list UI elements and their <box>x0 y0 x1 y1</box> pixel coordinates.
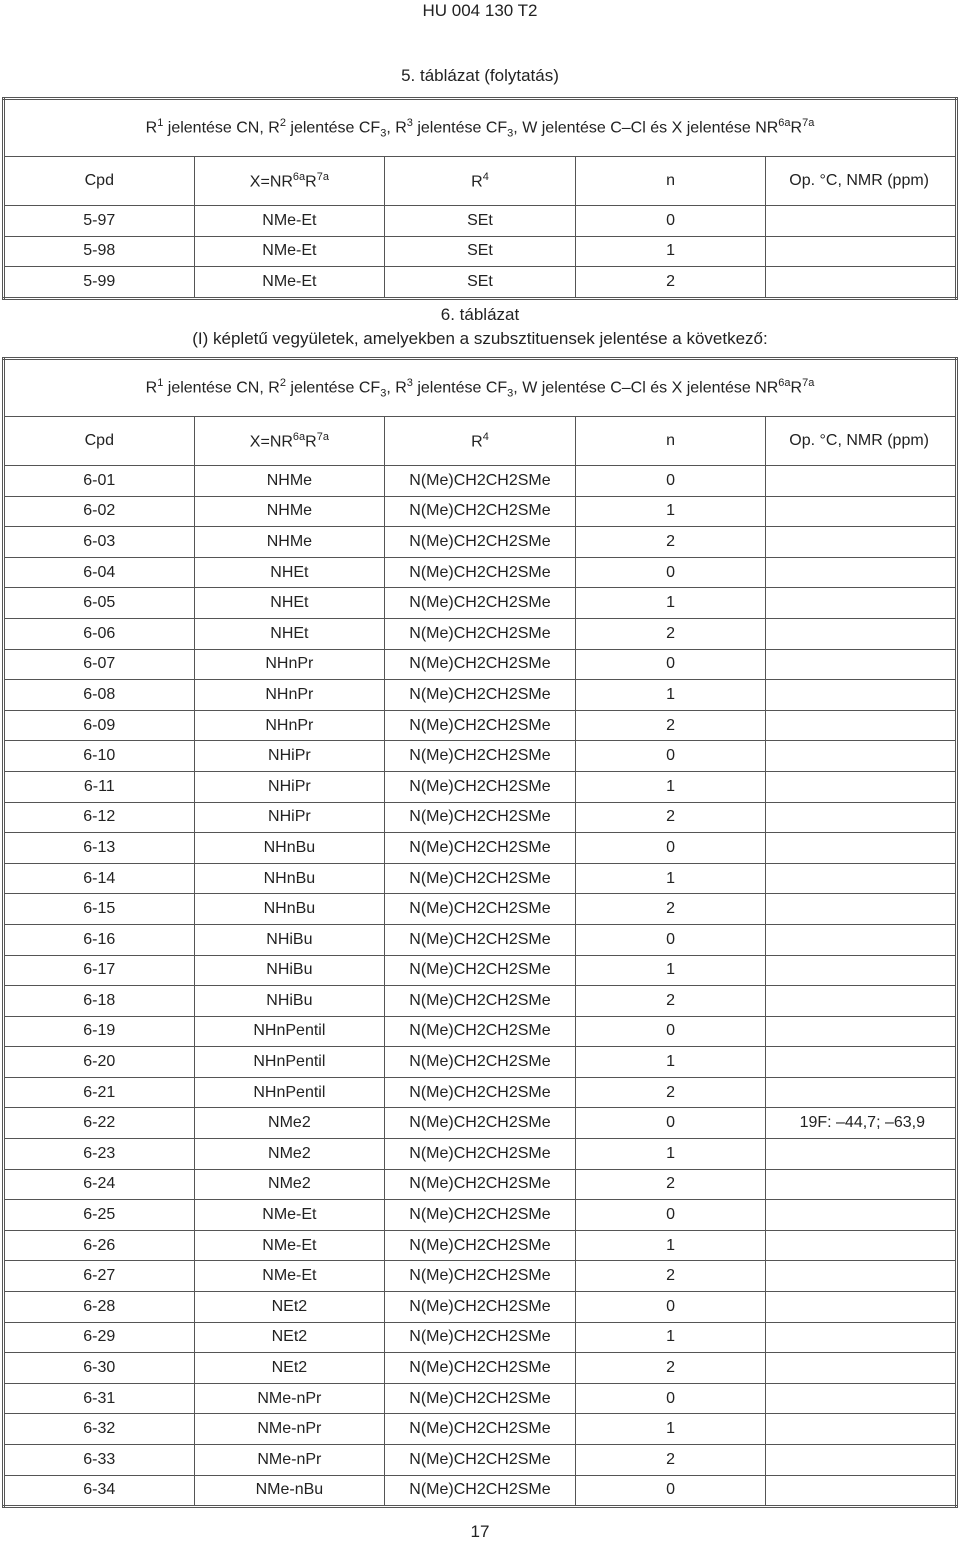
condition-part: 3 <box>507 387 514 400</box>
op-cell <box>766 802 957 833</box>
x-cell: NHiBu <box>194 986 385 1017</box>
col-header-n: n <box>575 157 766 206</box>
condition-part: 3 <box>380 387 387 400</box>
cpd-cell: 5-97 <box>4 206 195 237</box>
cpd-cell: 6-20 <box>4 1047 195 1078</box>
condition-part: 1 <box>157 376 164 389</box>
x-cell: NMe2 <box>194 1169 385 1200</box>
x-cell: NHMe <box>194 466 385 497</box>
op-cell <box>766 466 957 497</box>
op-cell <box>766 955 957 986</box>
x-cell: NEt2 <box>194 1353 385 1384</box>
cpd-cell: 6-28 <box>4 1292 195 1323</box>
table-row <box>4 986 957 1017</box>
n-cell: 0 <box>575 1292 766 1323</box>
op-cell <box>766 1169 957 1200</box>
n-cell: 0 <box>575 741 766 772</box>
col-header-op: Op. °C, NMR (ppm) <box>766 417 957 466</box>
cpd-cell: 6-03 <box>4 527 195 558</box>
r4-cell: N(Me)CH2CH2SMe <box>385 527 576 558</box>
table-row <box>4 527 957 558</box>
op-cell <box>766 1292 957 1323</box>
op-cell <box>766 924 957 955</box>
condition-part: , W jelentése C–Cl és X jelentése NR <box>513 119 779 137</box>
op-cell <box>766 1200 957 1231</box>
op-cell <box>766 1353 957 1384</box>
table-row <box>4 466 957 497</box>
table-row <box>4 741 957 772</box>
col-header-cpd: Cpd <box>4 417 195 466</box>
table5-body <box>4 206 957 299</box>
document-id: HU 004 130 T2 <box>422 1 538 20</box>
table-row <box>4 710 957 741</box>
table-row <box>4 924 957 955</box>
n-cell: 0 <box>575 1383 766 1414</box>
table-row <box>4 618 957 649</box>
n-cell: 0 <box>575 1475 766 1507</box>
cpd-cell: 5-99 <box>4 267 195 299</box>
x-cell: NMe2 <box>194 1139 385 1170</box>
n-cell: 2 <box>575 1169 766 1200</box>
op-cell <box>766 649 957 680</box>
cpd-cell: 6-22 <box>4 1108 195 1139</box>
op-cell <box>766 833 957 864</box>
r4-cell: N(Me)CH2CH2SMe <box>385 1322 576 1353</box>
op-cell <box>766 1414 957 1445</box>
op-cell: 19F: –44,7; –63,9 <box>766 1108 957 1139</box>
op-cell <box>766 894 957 925</box>
n-cell: 1 <box>575 1047 766 1078</box>
x-cell: NMe-Et <box>194 206 385 237</box>
r4-cell: N(Me)CH2CH2SMe <box>385 588 576 619</box>
table6-caption-title: 6. táblázat <box>440 305 520 324</box>
n-cell: 0 <box>575 833 766 864</box>
condition-part: 2 <box>279 376 286 389</box>
col-header-n: n <box>575 417 766 466</box>
x-cell: NMe-nPr <box>194 1414 385 1445</box>
r4-cell: N(Me)CH2CH2SMe <box>385 710 576 741</box>
r4-cell: N(Me)CH2CH2SMe <box>385 1108 576 1139</box>
condition-part: jelentése CN, R <box>163 379 280 397</box>
n-cell: 0 <box>575 206 766 237</box>
op-cell <box>766 1139 957 1170</box>
r4-cell: N(Me)CH2CH2SMe <box>385 680 576 711</box>
x-cell: NEt2 <box>194 1322 385 1353</box>
table-row <box>4 496 957 527</box>
op-cell <box>766 1077 957 1108</box>
condition-part: 7a <box>802 116 815 129</box>
op-cell <box>766 1322 957 1353</box>
col-header-r4: $R^4$ <box>385 157 576 206</box>
cpd-cell: 6-05 <box>4 588 195 619</box>
op-cell <box>766 741 957 772</box>
r4-cell: N(Me)CH2CH2SMe <box>385 741 576 772</box>
r4-cell: N(Me)CH2CH2SMe <box>385 924 576 955</box>
table-row <box>4 1047 957 1078</box>
x-cell: NMe-nPr <box>194 1445 385 1476</box>
r4-cell: N(Me)CH2CH2SMe <box>385 1139 576 1170</box>
table-row <box>4 1353 957 1384</box>
x-cell: NHnPentil <box>194 1016 385 1047</box>
r4-cell: SEt <box>385 206 576 237</box>
x-cell: NHiPr <box>194 802 385 833</box>
n-cell: 1 <box>575 1322 766 1353</box>
n-cell: 0 <box>575 649 766 680</box>
r4-cell: N(Me)CH2CH2SMe <box>385 1200 576 1231</box>
condition-part: , W jelentése C–Cl és X jelentése NR <box>513 379 779 397</box>
x-cell: NEt2 <box>194 1292 385 1323</box>
x-cell: NMe-Et <box>194 1200 385 1231</box>
table-row <box>4 1016 957 1047</box>
n-cell: 2 <box>575 986 766 1017</box>
table-row <box>4 1077 957 1108</box>
n-cell: 1 <box>575 1230 766 1261</box>
cpd-cell: 5-98 <box>4 236 195 267</box>
x-cell: NHnPentil <box>194 1047 385 1078</box>
header-row <box>4 157 957 206</box>
page-number: 17 <box>470 1522 490 1541</box>
cpd-cell: 6-11 <box>4 771 195 802</box>
x-cell: NMe-Et <box>194 1261 385 1292</box>
cpd-cell: 6-02 <box>4 496 195 527</box>
r4-cell: SEt <box>385 236 576 267</box>
table-row <box>4 1445 957 1476</box>
r4-cell: N(Me)CH2CH2SMe <box>385 894 576 925</box>
condition-part: 2 <box>279 116 286 129</box>
condition-part: R <box>145 379 158 397</box>
condition-part: 7a <box>802 376 815 389</box>
x-cell: NHMe <box>194 527 385 558</box>
op-cell <box>766 1383 957 1414</box>
cpd-cell: 6-24 <box>4 1169 195 1200</box>
cpd-cell: 6-09 <box>4 710 195 741</box>
condition-part: 3 <box>507 127 514 140</box>
n-cell: 0 <box>575 1200 766 1231</box>
condition-row <box>4 99 957 157</box>
cpd-cell: 6-13 <box>4 833 195 864</box>
x-cell: NMe-nPr <box>194 1383 385 1414</box>
r4-cell: N(Me)CH2CH2SMe <box>385 1475 576 1507</box>
n-cell: 1 <box>575 771 766 802</box>
table-row <box>4 833 957 864</box>
col-header-r4: $R^4$ <box>385 417 576 466</box>
op-cell <box>766 527 957 558</box>
table-row <box>4 680 957 711</box>
table-row <box>4 649 957 680</box>
r4-cell: N(Me)CH2CH2SMe <box>385 1383 576 1414</box>
table-row <box>4 1322 957 1353</box>
op-cell <box>766 863 957 894</box>
cpd-cell: 6-06 <box>4 618 195 649</box>
op-cell <box>766 1047 957 1078</box>
table-row <box>4 863 957 894</box>
table5-caption: 5. táblázat (folytatás) <box>401 66 559 85</box>
r4-cell: N(Me)CH2CH2SMe <box>385 771 576 802</box>
x-cell: NHiBu <box>194 924 385 955</box>
op-cell <box>766 267 957 299</box>
n-cell: 2 <box>575 802 766 833</box>
r4-cell: N(Me)CH2CH2SMe <box>385 1414 576 1445</box>
table-row <box>4 802 957 833</box>
x-cell: NMe-Et <box>194 1230 385 1261</box>
condition-part: 3 <box>406 116 413 129</box>
table-row <box>4 557 957 588</box>
r4-cell: N(Me)CH2CH2SMe <box>385 496 576 527</box>
x-cell: NHiBu <box>194 955 385 986</box>
n-cell: 2 <box>575 267 766 299</box>
cpd-cell: 6-30 <box>4 1353 195 1384</box>
op-cell <box>766 1230 957 1261</box>
table6-caption-subtitle: (I) képletű vegyületek, amelyekben a szubsztituensek jelentése a következő: <box>192 329 768 348</box>
cpd-cell: 6-16 <box>4 924 195 955</box>
n-cell: 1 <box>575 680 766 711</box>
table6-body <box>4 466 957 1507</box>
n-cell: 2 <box>575 894 766 925</box>
op-cell <box>766 496 957 527</box>
cpd-cell: 6-33 <box>4 1445 195 1476</box>
op-cell <box>766 1475 957 1507</box>
cpd-cell: 6-19 <box>4 1016 195 1047</box>
table-row <box>4 1292 957 1323</box>
r4-cell: N(Me)CH2CH2SMe <box>385 1261 576 1292</box>
cpd-cell: 6-34 <box>4 1475 195 1507</box>
n-cell: 2 <box>575 527 766 558</box>
table-row <box>4 1261 957 1292</box>
x-cell: NMe-Et <box>194 236 385 267</box>
col-header-cpd: Cpd <box>4 157 195 206</box>
r4-cell: N(Me)CH2CH2SMe <box>385 557 576 588</box>
col-header-x: $X=NR^{6a}R^{7a}$ <box>194 417 385 466</box>
r4-cell: N(Me)CH2CH2SMe <box>385 1047 576 1078</box>
r4-cell: N(Me)CH2CH2SMe <box>385 466 576 497</box>
n-cell: 0 <box>575 557 766 588</box>
header-row <box>4 417 957 466</box>
op-cell <box>766 557 957 588</box>
n-cell: 2 <box>575 1077 766 1108</box>
table-row <box>4 771 957 802</box>
table-row <box>4 1139 957 1170</box>
n-cell: 1 <box>575 1139 766 1170</box>
x-cell: NHEt <box>194 618 385 649</box>
table-row <box>4 1414 957 1445</box>
r4-cell: N(Me)CH2CH2SMe <box>385 833 576 864</box>
n-cell: 2 <box>575 1445 766 1476</box>
cpd-cell: 6-14 <box>4 863 195 894</box>
n-cell: 1 <box>575 863 766 894</box>
cpd-cell: 6-31 <box>4 1383 195 1414</box>
n-cell: 2 <box>575 710 766 741</box>
x-cell: NHnBu <box>194 863 385 894</box>
cpd-cell: 6-07 <box>4 649 195 680</box>
op-cell <box>766 986 957 1017</box>
condition-part: jelentése CF <box>285 379 381 397</box>
r4-cell: N(Me)CH2CH2SMe <box>385 863 576 894</box>
r4-cell: N(Me)CH2CH2SMe <box>385 986 576 1017</box>
cpd-cell: 6-01 <box>4 466 195 497</box>
x-cell: NHEt <box>194 588 385 619</box>
cpd-cell: 6-04 <box>4 557 195 588</box>
op-cell <box>766 771 957 802</box>
x-cell: NHnPentil <box>194 1077 385 1108</box>
cpd-cell: 6-21 <box>4 1077 195 1108</box>
n-cell: 1 <box>575 496 766 527</box>
table-row <box>4 206 957 237</box>
op-cell <box>766 680 957 711</box>
n-cell: 2 <box>575 618 766 649</box>
condition-part: 3 <box>406 376 413 389</box>
condition-part: jelentése CF <box>285 119 381 137</box>
condition-part: R <box>790 119 803 137</box>
r4-cell: N(Me)CH2CH2SMe <box>385 1230 576 1261</box>
n-cell: 1 <box>575 1414 766 1445</box>
table-row <box>4 1475 957 1507</box>
x-cell: NHnBu <box>194 833 385 864</box>
condition-part: 6a <box>778 376 791 389</box>
x-cell: NMe2 <box>194 1108 385 1139</box>
op-cell <box>766 1445 957 1476</box>
r4-cell: N(Me)CH2CH2SMe <box>385 1169 576 1200</box>
x-cell: NHiPr <box>194 771 385 802</box>
r4-cell: N(Me)CH2CH2SMe <box>385 618 576 649</box>
condition-text <box>4 359 957 417</box>
table-row <box>4 236 957 267</box>
col-header-x: $X=NR^{6a}R^{7a}$ <box>194 157 385 206</box>
n-cell: 0 <box>575 1016 766 1047</box>
table-row <box>4 267 957 299</box>
n-cell: 0 <box>575 466 766 497</box>
op-cell <box>766 206 957 237</box>
condition-part: jelentése CN, R <box>163 119 280 137</box>
n-cell: 0 <box>575 924 766 955</box>
table-row <box>4 588 957 619</box>
cpd-cell: 6-17 <box>4 955 195 986</box>
n-cell: 1 <box>575 588 766 619</box>
n-cell: 1 <box>575 955 766 986</box>
col-header-op: Op. °C, NMR (ppm) <box>766 157 957 206</box>
condition-part: 3 <box>380 127 387 140</box>
r4-cell: SEt <box>385 267 576 299</box>
condition-part: jelentése CF <box>412 379 508 397</box>
r4-cell: N(Me)CH2CH2SMe <box>385 1353 576 1384</box>
condition-part: jelentése CF <box>412 119 508 137</box>
op-cell <box>766 236 957 267</box>
x-cell: NMe-nBu <box>194 1475 385 1507</box>
op-cell <box>766 618 957 649</box>
op-cell <box>766 1261 957 1292</box>
table-row <box>4 1108 957 1139</box>
n-cell: 2 <box>575 1353 766 1384</box>
cpd-cell: 6-26 <box>4 1230 195 1261</box>
cpd-cell: 6-25 <box>4 1200 195 1231</box>
table-row <box>4 955 957 986</box>
r4-cell: N(Me)CH2CH2SMe <box>385 1077 576 1108</box>
r4-cell: N(Me)CH2CH2SMe <box>385 802 576 833</box>
cpd-cell: 6-12 <box>4 802 195 833</box>
x-cell: NHnBu <box>194 894 385 925</box>
cpd-cell: 6-10 <box>4 741 195 772</box>
cpd-cell: 6-32 <box>4 1414 195 1445</box>
op-cell <box>766 1016 957 1047</box>
condition-part: , R <box>386 119 407 137</box>
cpd-cell: 6-27 <box>4 1261 195 1292</box>
r4-cell: N(Me)CH2CH2SMe <box>385 1016 576 1047</box>
condition-part: 1 <box>157 116 164 129</box>
r4-cell: N(Me)CH2CH2SMe <box>385 955 576 986</box>
table-5 <box>2 97 958 300</box>
x-cell: NHnPr <box>194 649 385 680</box>
op-cell <box>766 710 957 741</box>
x-cell: NHiPr <box>194 741 385 772</box>
condition-part: R <box>790 379 803 397</box>
cpd-cell: 6-08 <box>4 680 195 711</box>
r4-cell: N(Me)CH2CH2SMe <box>385 1292 576 1323</box>
n-cell: 1 <box>575 236 766 267</box>
condition-part: 6a <box>778 116 791 129</box>
cpd-cell: 6-15 <box>4 894 195 925</box>
n-cell: 2 <box>575 1261 766 1292</box>
x-cell: NHMe <box>194 496 385 527</box>
condition-text <box>4 99 957 157</box>
r4-cell: N(Me)CH2CH2SMe <box>385 649 576 680</box>
op-cell <box>766 588 957 619</box>
x-cell: NHnPr <box>194 680 385 711</box>
table-row <box>4 1200 957 1231</box>
x-cell: NHnPr <box>194 710 385 741</box>
table-row <box>4 1383 957 1414</box>
table-6 <box>2 357 958 1508</box>
cpd-cell: 6-18 <box>4 986 195 1017</box>
condition-part: R <box>145 119 158 137</box>
x-cell: NMe-Et <box>194 267 385 299</box>
cpd-cell: 6-23 <box>4 1139 195 1170</box>
condition-row <box>4 359 957 417</box>
table-row <box>4 1230 957 1261</box>
n-cell: 0 <box>575 1108 766 1139</box>
x-cell: NHEt <box>194 557 385 588</box>
cpd-cell: 6-29 <box>4 1322 195 1353</box>
condition-part: , R <box>386 379 407 397</box>
r4-cell: N(Me)CH2CH2SMe <box>385 1445 576 1476</box>
table-row <box>4 894 957 925</box>
table-row <box>4 1169 957 1200</box>
